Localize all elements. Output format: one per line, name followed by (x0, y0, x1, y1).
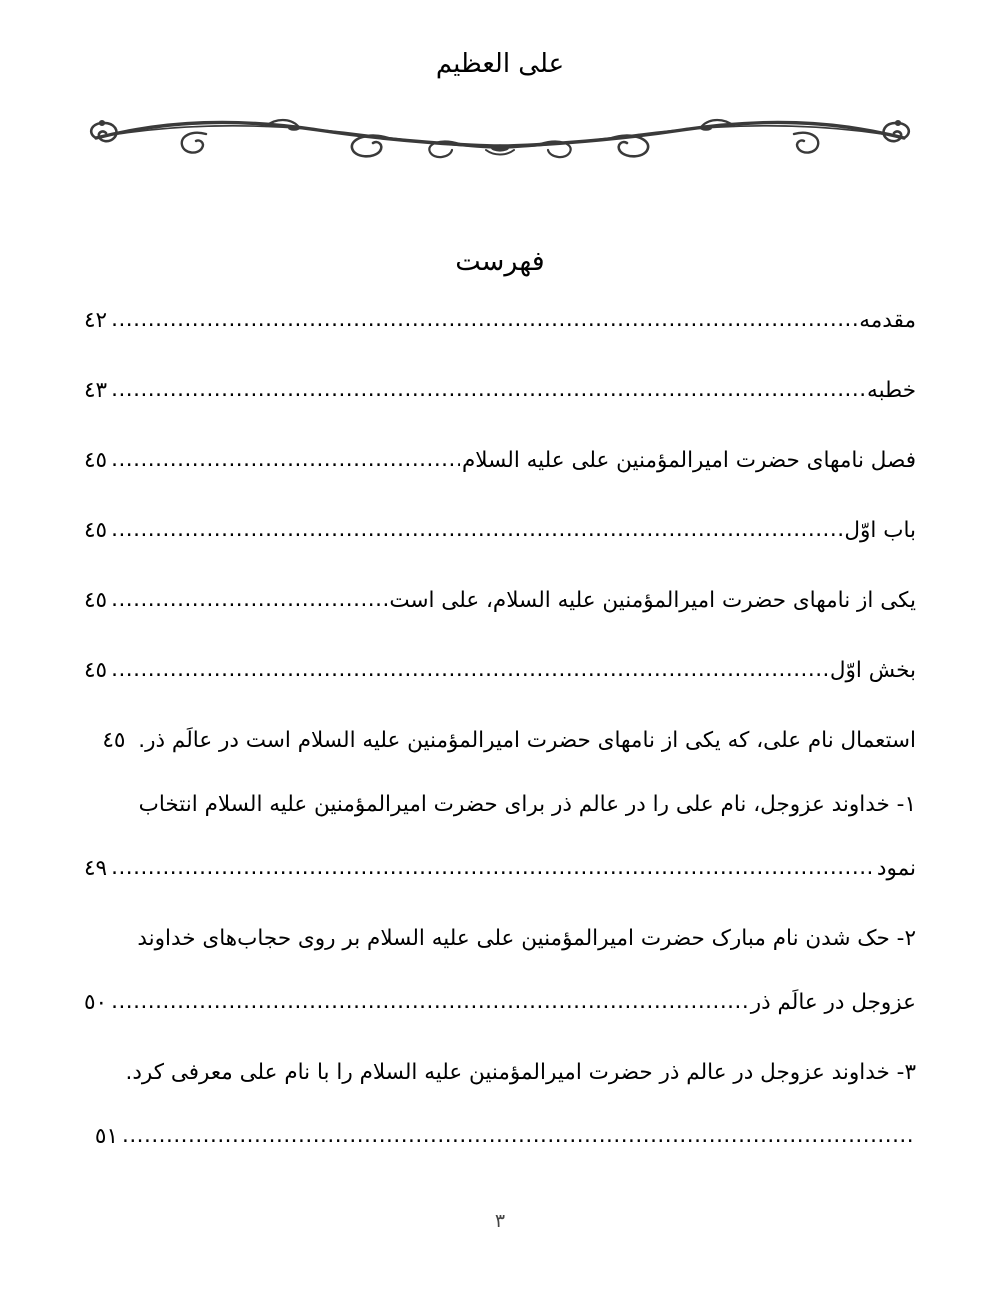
toc-entry-page: ٤٥ (84, 448, 108, 473)
toc-entry-label: بخش اوّل (829, 658, 916, 683)
toc-entry-page: ٤٥ (84, 658, 108, 683)
toc-dot-leader (111, 656, 828, 684)
toc-entry-label: عزوجل در عالَم ذر (750, 990, 916, 1015)
toc-entry[interactable] (84, 854, 916, 924)
toc-dot-leader (111, 586, 387, 614)
toc-entry[interactable] (84, 516, 916, 586)
toc-dot-leader (111, 306, 857, 334)
toc-entry-label: خطبه (867, 378, 916, 403)
toc-entry[interactable] (84, 1122, 916, 1192)
toc-entry[interactable] (84, 306, 916, 376)
running-header: علی العظیم (435, 49, 565, 79)
filigree-divider-ornament (88, 104, 912, 166)
toc-entry[interactable] (84, 924, 916, 988)
toc-entry[interactable] (84, 376, 916, 446)
toc-entry[interactable] (84, 446, 916, 516)
toc-entry-label: مقدمه (859, 308, 916, 333)
toc-entry-page: ٤٩ (84, 856, 108, 881)
toc-entry-label: باب اوّل (844, 518, 916, 543)
toc-dot-leader (111, 376, 865, 404)
toc-entry-page: ٤٥ (102, 728, 126, 753)
toc-entry-label: استعمال نام علی، که یکی از نامهای حضرت امیرالمؤمنین علیه السلام است در عالَم ذر. (138, 728, 916, 753)
toc-entry[interactable] (84, 656, 916, 726)
toc-entry-label: فصل نامهای حضرت امیرالمؤمنین علی علیه السلام (461, 448, 916, 473)
page-number: ٣ (494, 1210, 506, 1232)
toc-dot-leader (122, 1122, 914, 1150)
table-of-contents (84, 306, 916, 1192)
toc-entry-page: ٥٠ (84, 990, 108, 1015)
toc-entry[interactable] (84, 790, 916, 854)
toc-entry-page: ٤٢ (84, 308, 108, 333)
page-title: فهرست (455, 246, 545, 277)
toc-entry-label: ٣- خداوند عزوجل در عالم ذر حضرت امیرالمؤمنین علیه السلام را با نام علی معرفی کرد. (125, 1060, 916, 1085)
toc-dot-leader (111, 516, 842, 544)
toc-entry[interactable] (84, 1058, 916, 1122)
toc-entry[interactable] (84, 586, 916, 656)
toc-dot-leader (111, 854, 875, 882)
toc-entry[interactable] (84, 726, 916, 790)
toc-entry-page: ٤٥ (84, 518, 108, 543)
toc-dot-leader (111, 988, 749, 1016)
toc-entry-page: ٤٥ (84, 588, 108, 613)
toc-entry-label: نمود (876, 856, 916, 881)
toc-entry-page: ٥١ (94, 1124, 118, 1149)
toc-entry-label: یکی از نامهای حضرت امیرالمؤمنین علیه السلام، علی است (389, 588, 916, 613)
toc-dot-leader (111, 446, 460, 474)
toc-entry-label: ١- خداوند عزوجل، نام علی را در عالم ذر برای حضرت امیرالمؤمنین علیه السلام انتخاب (138, 792, 916, 817)
toc-entry[interactable] (84, 988, 916, 1058)
toc-entry-label: ٢- حک شدن نام مبارک حضرت امیرالمؤمنین علی علیه السلام بر روی حجاب‌های خداوند (137, 926, 916, 951)
toc-entry-page: ٤٣ (84, 378, 108, 403)
